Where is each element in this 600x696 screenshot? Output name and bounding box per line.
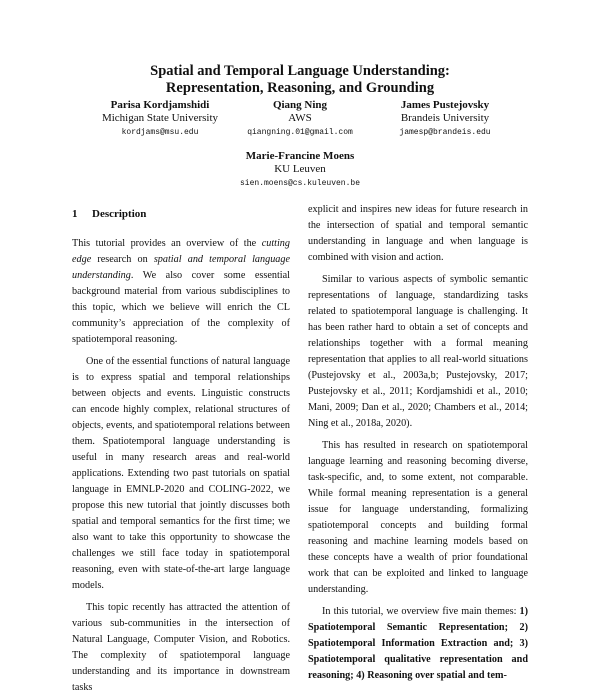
author-email: qiangning.01@gmail.com — [247, 128, 353, 137]
paper-title-line-2: Representation, Reasoning, and Grounding — [165, 80, 435, 96]
author-block — [345, 99, 545, 140]
paragraph: This topic recently has attracted the attention of various sub-communities in the intersection of Natural Language, Computer Vision, and Robotics. The complexity of spatiotemporal language understanding and its importance in downstream tasks — [72, 602, 290, 693]
author-affiliation: Michigan State University — [101, 112, 219, 124]
author-affiliation: AWS — [288, 112, 312, 124]
right-column — [308, 202, 528, 684]
paragraph: Similar to various aspects of symbolic semantic representations of language, standardizing tasks related to spatiotemporal language is challenging. It has been rather hard to obtain a set of concepts and relationships together with a formal meaning representation that applies to all real-world situations (Pustejovsky et al., 2003a,b; Pustejovsky, 2017; Pustejovsky et al., 2011; Kordjamshidi et al., 2010; Mani, 2009; Dan et al., 2020; Chambers et al., 2014; Ning et al., 2018a, 2020). — [308, 274, 528, 429]
emphasis: spatial and temporal language understanding — [72, 254, 291, 281]
section-heading — [72, 206, 290, 222]
paragraph: This tutorial provides an overview of the cutting edge research on spatial and temporal language understanding. We also cover some essential background material from various subdisciplines to this topic, which we believe will enrich the CL community’s appreciation of the complexity of spatiotemporal reasoning. — [72, 238, 291, 345]
paragraph: One of the essential functions of natural language is to express spatial and temporal relationships between objects and events. Linguistic constructs can encode highly complex, relational structures of objects, events, and spatiotemporal relations between them. Spatiotemporal language understanding is useful in many research areas and real-world applications. Extending two past tutorials on spatial language in EMNLP-2020 and COLING-2022, we propose this new tutorial that jointly discusses both spatial and temporal semantics for the first time; we also want to take this opportunity to showcase the challenges we still face today in spatiotemporal reasoning, even with state-of-the-art large language models. — [72, 356, 290, 591]
author-affiliation: Brandeis University — [400, 112, 490, 124]
paper-title-line-1: Spatial and Temporal Language Understanding: — [150, 63, 450, 79]
section-number: 1 — [72, 208, 78, 220]
section-title: Description — [92, 208, 147, 220]
paragraph: In this tutorial, we overview five main themes: 1) Spatiotemporal Semantic Representation; 2) Spatiotemporal Information Extraction and; 3) Spatiotemporal qualitative representation and reasoning; 4) Reasoning over spatial and tem- — [308, 606, 529, 681]
author-email: jamesp@brandeis.edu — [399, 128, 491, 137]
paragraph: explicit and inspires new ideas for future research in the intersection of spatial and temporal semantic understanding in language and when language is combined with vision and action. — [308, 204, 528, 263]
author-block — [200, 150, 400, 191]
author-name: James Pustejovsky — [400, 99, 490, 111]
emphasis: cutting edge — [72, 238, 290, 265]
author-email: sien.moens@cs.kuleuven.be — [239, 179, 361, 188]
author-name: Marie-Francine Moens — [245, 150, 355, 162]
author-affiliation: KU Leuven — [274, 163, 326, 175]
author-name: Parisa Kordjamshidi — [110, 99, 210, 111]
author-name: Qiang Ning — [272, 99, 328, 111]
left-column — [72, 206, 290, 696]
themes-list: 1) Spatiotemporal Semantic Representation; 2) Spatiotemporal Information Extraction and; 3) Spatiotemporal qualitative representation and reasoning; 4) Reasoning over spatial and tem- — [308, 606, 529, 681]
author-email: kordjams@msu.edu — [121, 128, 199, 137]
paragraph: This has resulted in research on spatiotemporal language learning and reasoning becoming diverse, task-specific, and, to some extent, not comparable. While formal meaning representation is a general issue for language understanding, formalizing spatiotemporal concepts and building formal reasoning and machine learning models based on these concepts have a wealth of prior foundational work that can be exploited and linked to language understanding. — [308, 440, 528, 595]
